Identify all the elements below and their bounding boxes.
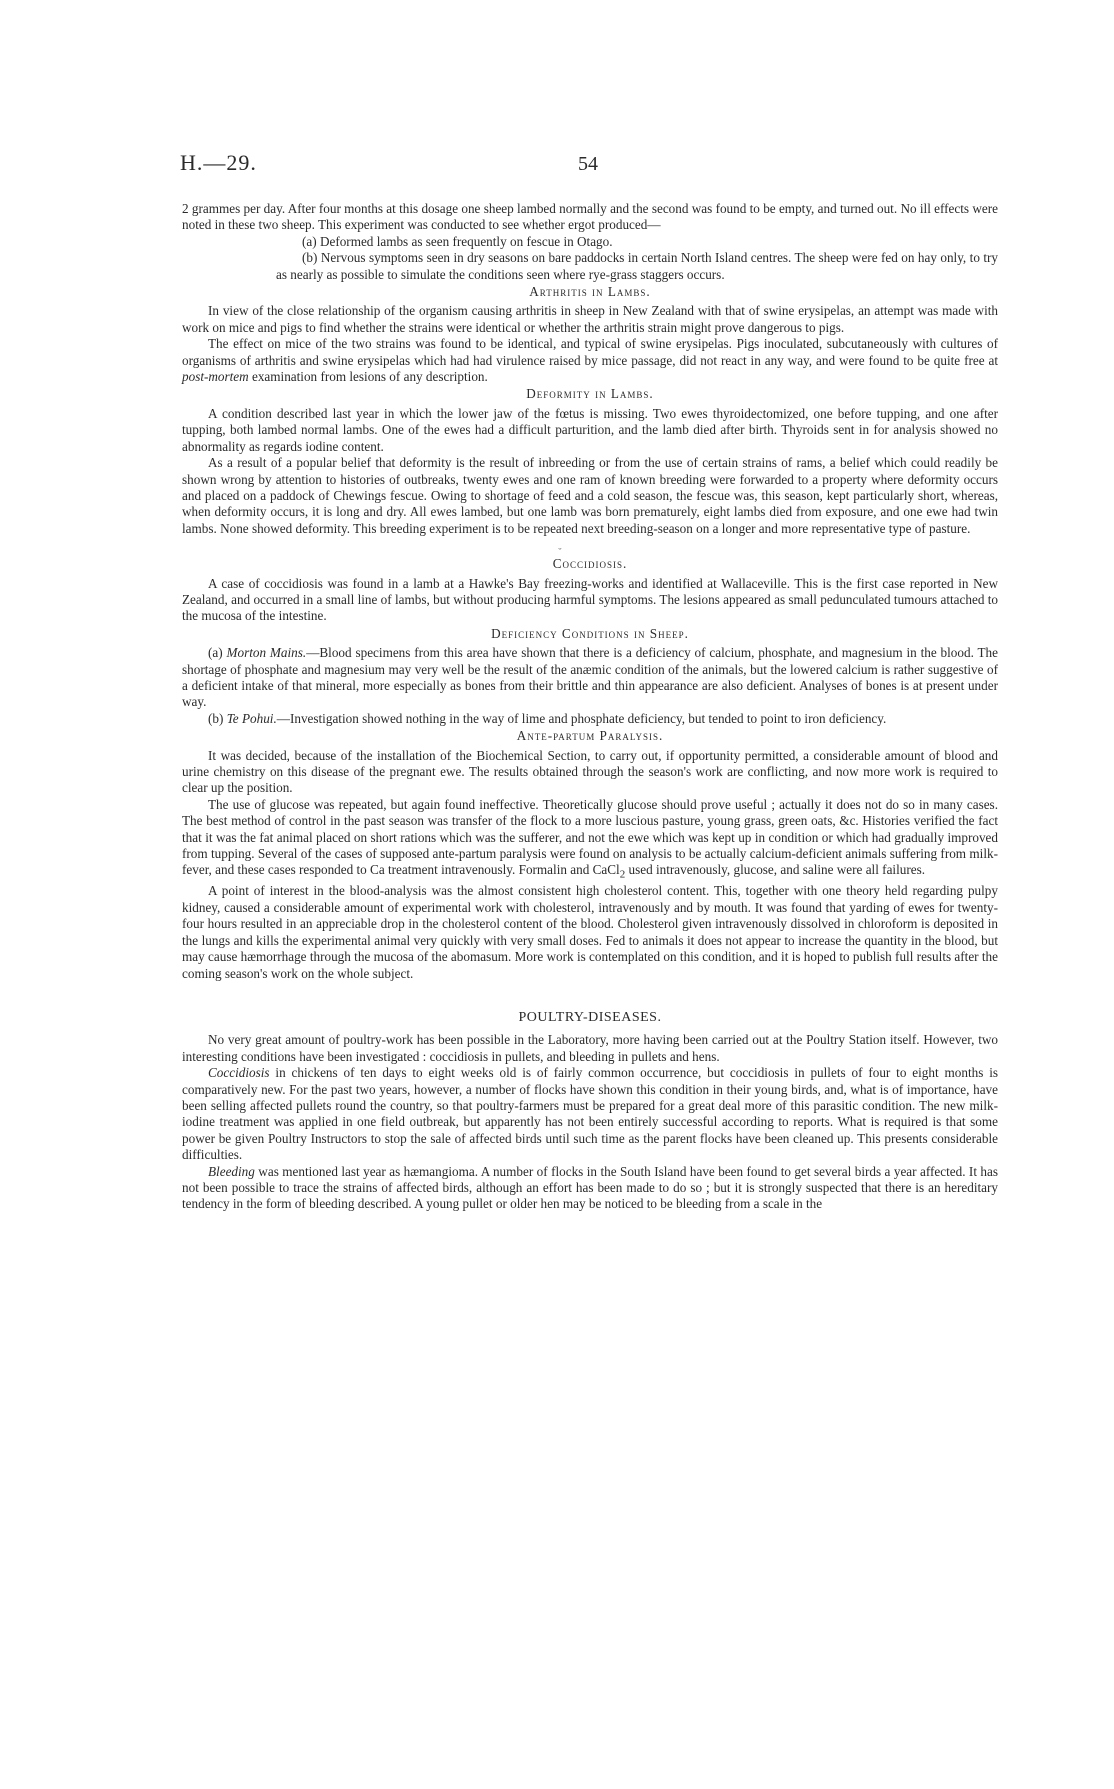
poultry-paragraph-3 [182,1164,998,1213]
arthritis-text-b: examination from lesions of any description. [248,369,488,385]
antepartum-text-b: used intravenously, glucose, and saline were all failures. [625,862,926,878]
document-body [182,201,998,1213]
deficiency-text-b: —Investigation showed nothing in the way of lime and phosphate deficiency, but tended to point to iron deficiency. [276,710,887,726]
stray-mark: ᵕ [558,544,562,556]
antepartum-paragraph-2 [182,797,998,884]
deficiency-label-b: (b) [208,710,227,726]
poultry-paragraph-1: No very great amount of poultry-work has been possible in the Laboratory, more having been carried out at the Poultry Station itself. However, two interesting conditions have been investigated : coccidiosis in pullets, and bleeding in pullets and hens. [182,1032,998,1064]
arthritis-paragraph-2 [182,336,998,385]
antepartum-paragraph-1: It was decided, because of the installation of the Biochemical Section, to carry out, if opportunity permitted, a considerable amount of blood and urine chemistry on this disease of the pregnant ewe. The results obtained through the season's work are conflicting, and now more work is required to clear up the position. [182,747,998,796]
deficiency-paragraph-a [182,645,998,711]
deficiency-paragraph-b [182,711,998,727]
term-coccidiosis: Coccidiosis [208,1065,270,1081]
list-label-a: (a) [302,233,317,249]
deformity-paragraph-1: A condition described last year in which the lower jaw of the fœtus is missing. Two ewes thyroidectomized, one before tupping, and one after tupping, both lambed normal lambs. One of the ewes had a difficult parturition, and the lamb died after birth. Thyroids sent in for analysis showed no abnormality as regards iodine content. [182,405,998,454]
list-item-a [182,234,998,250]
section-heading-deformity: Deformity in Lambs. [526,386,654,402]
deficiency-label-a: (a) [208,645,227,661]
section-heading-arthritis: Arthritis in Lambs. [529,284,651,300]
subscript-2: 2 [619,869,626,882]
coccidiosis-paragraph: A case of coccidiosis was found in a lamb at a Hawke's Bay freezing-works and identified at Wallaceville. This is the first case reported in New Zealand, and occurred in a small line of lambs, but without producing harmful symptoms. The lesions appeared as small pedunculated tumours attached to the mucosa of the intestine. [182,575,998,624]
arthritis-paragraph-1: In view of the close relationship of the organism causing arthritis in sheep in New Zealand with that of swine erysipelas, an attempt was made with work on mice and pigs to find whether the strains were identical or whether the arthritis strain might prove dangerous to pigs. [182,303,998,335]
antepartum-text-a: The use of glucose was repeated, but again found ineffective. Theoretically glucose should prove useful ; actually it does not do so in many cases. The best method of control in the past season was transfer of the flock to a more luscious pasture, young grass, green oats, &c. Histories verified the fact that it was the fat animal placed on short rations which was the sufferer, and not the ewe which was kept up in condition or which had gradually improved from tupping. Several of the cases of supposed ante-partum paralysis were found on analysis to be actually calcium-deficient animals suffering from milk-fever, and these cases responded to Ca treatment intravenously. Formalin and CaCl [182,796,998,878]
list-label-b: (b) [302,250,318,266]
post-mortem-term: post-mortem [182,369,249,385]
section-heading-coccidiosis: Coccidiosis. [552,556,628,572]
deficiency-text-a: —Blood specimens from this area have shown that there is a deficiency of calcium, phosphate, and magnesium in the blood. The shortage of phosphate and magnesium may very well be the result of the anæmic condition of the animals, but the lowered calcium is rather suggestive of a deficient intake of that mineral, more especially as bones from their brittle and thin appearance are also deficient. Analyses of bones is at present under way. [182,645,998,710]
list-item-b [182,250,998,283]
list-text-b: Nervous symptoms seen in dry seasons on bare paddocks in certain North Island centres. The sheep were fed on hay only, to try as nearly as possible to simulate the conditions seen where rye-grass staggers occurs. [276,250,999,282]
term-bleeding: Bleeding [208,1163,255,1179]
poultry-text-2: in chickens of ten days to eight weeks old is of fairly common occurrence, but coccidiosis in pullets of four to eight months is comparatively new. For the past two years, however, a number of flocks have shown this condition in their young birds, and, what is of importance, have been selling affected pullets round the country, so that poultry-farmers must be prepared for a great deal more of this parasitic condition. The new milk-iodine treatment was applied in one field outbreak, but apparently has not been entirely successful according to reports. What is required is that some power be given Poultry Instructors to stop the sale of affected birds until such time as the parent flocks have been cleaned up. This presents considerable difficulties. [182,1065,998,1163]
page-header [180,150,1000,180]
page-number: 54 [578,153,598,175]
place-morton-mains: Morton Mains. [226,645,307,661]
antepartum-paragraph-3: A point of interest in the blood-analysis was the almost consistent high cholesterol content. This, together with one theory held regarding pulpy kidney, caused a considerable amount of experimental work with cholesterol, intravenously and by mouth. It was found that yarding of ewes for twenty-four hours resulted in an appreciable drop in the cholesterol content of the blood. Cholesterol given intravenously dissolved in chloroform is deposited in the lungs and kills the experimental animal very quickly with very small doses. Fed to animals it does not appear to increase the quantity in the blood, but may cause hæmorrhage through the mucosa of the abomasum. More work is contemplated on this condition, and it is hoped to publish full results after the coming season's work on the whole subject. [182,883,998,981]
section-heading-deficiency: Deficiency Conditions in Sheep. [491,625,689,641]
section-heading-poultry: POULTRY-DISEASES. [518,1009,662,1025]
arthritis-text-a: The effect on mice of the two strains was found to be identical, and typical of swine erysipelas. Pigs inoculated, subcutaneously with cultures of organisms of arthritis and swine erysipelas which had had virulence raised by mice passage, did not react in any way, and were found to be quite free at [182,336,998,368]
poultry-paragraph-2 [182,1065,998,1163]
section-heading-antepartum: Ante-partum Paralysis. [516,728,664,744]
document-reference: H.—29. [180,150,257,175]
deformity-paragraph-2: As a result of a popular belief that deformity is the result of inbreeding or from the use of certain strains of rams, a belief which could readily be shown wrong by attention to histories of outbreaks, twenty ewes and one ram of known breeding were forwarded to a property where deformity occurs and placed on a paddock of Chewings fescue. Owing to shortage of feed and a cold season, the fescue was, this season, kept particularly short, whereas, when deformity occurs, it is long and dry. All ewes lambed, but one lamb was born prematurely, eight lambs died from exposure, and one ewe had twin lambs. None showed deformity. This breeding experiment is to be repeated next breeding-season on a longer and more representative type of pasture. [182,455,998,536]
poultry-text-3: was mentioned last year as hæmangioma. A number of flocks in the South Island have been found to get several birds a year affected. It has not been possible to trace the strains of affected birds, although an effort has been made to do so ; but it is strongly suspected that there is an hereditary tendency in the form of bleeding described. A young pullet or older hen may be noticed to be bleeding from a scale in the [182,1163,998,1212]
list-text-a: Deformed lambs as seen frequently on fescue in Otago. [319,233,613,249]
intro-paragraph: 2 grammes per day. After four months at this dosage one sheep lambed normally and the second was found to be empty, and turned out. No ill effects were noted in these two sheep. This experiment was conducted to see whether ergot produced— [182,201,998,233]
place-te-pohui: Te Pohui. [226,710,277,726]
